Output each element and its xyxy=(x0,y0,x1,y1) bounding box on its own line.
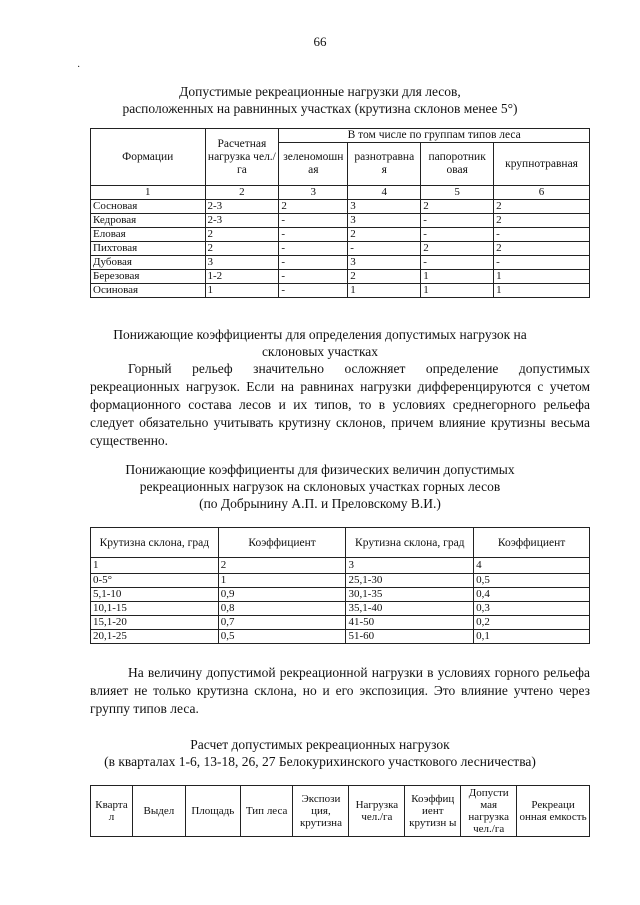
section5-title-line1: Расчет допустимых рекреационных нагрузок xyxy=(190,737,450,752)
table-cell: 3 xyxy=(348,214,421,228)
header-slope1: Крутизна склона, град xyxy=(91,528,219,558)
header-sub1: зеленомошн ая xyxy=(279,143,348,186)
section2-paragraph xyxy=(90,360,590,450)
section5-title-line2: (в кварталах 1-6, 13-18, 26, 27 Белокурихинского участкового лесничества) xyxy=(104,754,536,769)
table-cell: 0,7 xyxy=(218,616,346,630)
column-number-row xyxy=(91,186,590,200)
section3-title-line2: рекреационных нагрузок на склоновых участках горных лесов xyxy=(139,479,501,494)
section5-title xyxy=(0,736,640,770)
table-cell: 0,5 xyxy=(474,574,590,588)
header-group: В том числе по группам типов леса xyxy=(279,129,590,143)
table-cell: 1 xyxy=(421,284,494,298)
table-cell: 0,4 xyxy=(474,588,590,602)
section1-title xyxy=(0,83,640,117)
table-cell: Дубовая xyxy=(91,256,206,270)
table-row xyxy=(91,616,590,630)
table-cell: 2 xyxy=(205,228,279,242)
table-cell: - xyxy=(421,256,494,270)
page-number: 66 xyxy=(313,34,327,49)
table-cell: 1 xyxy=(218,574,346,588)
table-cell: - xyxy=(348,242,421,256)
table-cell: 2 xyxy=(205,242,279,256)
table-cell: 0-5° xyxy=(91,574,219,588)
table-cell: - xyxy=(279,214,348,228)
table-cell: 3 xyxy=(348,256,421,270)
col-number: 3 xyxy=(279,186,348,200)
table-cell: 2 xyxy=(348,270,421,284)
table-cell: 0,2 xyxy=(474,616,590,630)
table-cell: 0,5 xyxy=(218,630,346,644)
table-cell: - xyxy=(279,228,348,242)
table-cell: Кедровая xyxy=(91,214,206,228)
section4-paragraph-text: На величину допустимой рекреационной нагрузки в условиях горного рельефа влияет не только крутизна склона, но и его экспозиция. Это влияние учтено через группу типов леса. xyxy=(90,665,590,716)
table-cell: 25,1-30 xyxy=(346,574,474,588)
table-row xyxy=(91,214,590,228)
table-cell: Еловая xyxy=(91,228,206,242)
col-number: 4 xyxy=(474,558,590,574)
table-row xyxy=(91,602,590,616)
table-cell: 1 xyxy=(205,284,279,298)
table-row xyxy=(91,588,590,602)
table-cell: 1 xyxy=(421,270,494,284)
table-row xyxy=(91,574,590,588)
col-number: 4 xyxy=(348,186,421,200)
section3-title-line1: Понижающие коэффициенты для физических величин допустимых xyxy=(125,462,515,477)
table-cell: 0,9 xyxy=(218,588,346,602)
table-cell: 30,1-35 xyxy=(346,588,474,602)
table-cell: 2-3 xyxy=(205,200,279,214)
section3-title-line3: (по Добрынину А.П. и Преловскому В.И.) xyxy=(199,496,441,511)
header-capacity: Рекреаци онная емкость xyxy=(517,786,590,837)
table-cell: 1-2 xyxy=(205,270,279,284)
header-forest-type: Тип леса xyxy=(240,786,293,837)
section2-title-line2: склоновых участках xyxy=(261,344,379,359)
header-section: Выдел xyxy=(132,786,185,837)
table-cell: 2-3 xyxy=(205,214,279,228)
calculation-table xyxy=(90,785,590,837)
table-cell: Пихтовая xyxy=(91,242,206,256)
table-row xyxy=(91,284,590,298)
table-cell: 2 xyxy=(494,214,590,228)
table-cell: 2 xyxy=(494,242,590,256)
col-number: 1 xyxy=(91,186,206,200)
table-cell: 1 xyxy=(348,284,421,298)
col-number: 6 xyxy=(494,186,590,200)
table-cell: 3 xyxy=(205,256,279,270)
section2-title xyxy=(0,326,640,360)
table-cell: 3 xyxy=(348,200,421,214)
header-area: Площадь xyxy=(185,786,240,837)
table-cell: - xyxy=(279,256,348,270)
table-cell: - xyxy=(421,214,494,228)
col-number: 2 xyxy=(218,558,346,574)
section2-paragraph-text: Горный рельеф значительно осложняет определение допустимых рекреационных нагрузок. Если на равнинах нагрузки дифференцируются с учетом формационного состава лесов и их типов, то в условиях среднегорного рельефа следует обязательно учитывать крутизну склонов, причем влияние крутизны весьма существенно. xyxy=(90,361,590,448)
table-cell: - xyxy=(494,256,590,270)
table-cell: - xyxy=(421,228,494,242)
table-cell: Березовая xyxy=(91,270,206,284)
table-cell: 2 xyxy=(348,228,421,242)
header-quarter: Кварта л xyxy=(91,786,133,837)
table-row xyxy=(91,256,590,270)
header-slope2: Крутизна склона, град xyxy=(346,528,474,558)
table-row xyxy=(91,242,590,256)
section3-title xyxy=(0,461,640,512)
flat-loads-table xyxy=(90,128,590,298)
table-cell: 35,1-40 xyxy=(346,602,474,616)
table-cell: 2 xyxy=(421,242,494,256)
header-coef2: Коэффициент xyxy=(474,528,590,558)
section4-paragraph xyxy=(90,664,590,718)
table-row xyxy=(91,228,590,242)
header-allowed-load: Допусти мая нагрузка чел./га xyxy=(461,786,517,837)
table-cell: 0,1 xyxy=(474,630,590,644)
table-cell: 0,3 xyxy=(474,602,590,616)
header-exposure: Экспози ция, крутизна xyxy=(293,786,349,837)
header-slope-coef: Коэффиц иент крутизн ы xyxy=(405,786,461,837)
table-cell: - xyxy=(494,228,590,242)
table-cell: - xyxy=(279,242,348,256)
header-load: Нагрузка чел./га xyxy=(349,786,405,837)
section1-title-line1: Допустимые рекреационные нагрузки для лесов, xyxy=(179,84,461,99)
table-cell: 51-60 xyxy=(346,630,474,644)
table-cell: 41-50 xyxy=(346,616,474,630)
slope-coefficient-table xyxy=(90,527,590,644)
table-cell: 2 xyxy=(421,200,494,214)
header-formation: Формации xyxy=(91,129,206,186)
header-sub4: крупнотравная xyxy=(494,143,590,186)
table-cell: 2 xyxy=(279,200,348,214)
table-cell: Осиновая xyxy=(91,284,206,298)
col-number: 1 xyxy=(91,558,219,574)
table-cell: 1 xyxy=(494,284,590,298)
header-coef1: Коэффициент xyxy=(218,528,346,558)
table-cell: Сосновая xyxy=(91,200,206,214)
table-cell: 10,1-15 xyxy=(91,602,219,616)
col-number: 3 xyxy=(346,558,474,574)
table-cell: 15,1-20 xyxy=(91,616,219,630)
table-cell: 2 xyxy=(494,200,590,214)
col-number: 2 xyxy=(205,186,279,200)
table-cell: 20,1-25 xyxy=(91,630,219,644)
section1-title-line2: расположенных на равнинных участках (крутизна склонов менее 5°) xyxy=(122,101,518,116)
header-sub2: разнотравна я xyxy=(348,143,421,186)
table-row xyxy=(91,270,590,284)
table-cell: - xyxy=(279,270,348,284)
header-sub3: папоротник овая xyxy=(421,143,494,186)
header-load: Расчетная нагрузка чел./га xyxy=(205,129,279,186)
table-row xyxy=(91,630,590,644)
column-number-row xyxy=(91,558,590,574)
table-cell: 0,8 xyxy=(218,602,346,616)
col-number: 5 xyxy=(421,186,494,200)
table-cell: - xyxy=(279,284,348,298)
table-cell: 5,1-10 xyxy=(91,588,219,602)
table-cell: 1 xyxy=(494,270,590,284)
section2-title-line1: Понижающие коэффициенты для определения допустимых нагрузок на xyxy=(113,327,527,342)
table-row xyxy=(91,200,590,214)
margin-mark: · xyxy=(77,62,81,73)
